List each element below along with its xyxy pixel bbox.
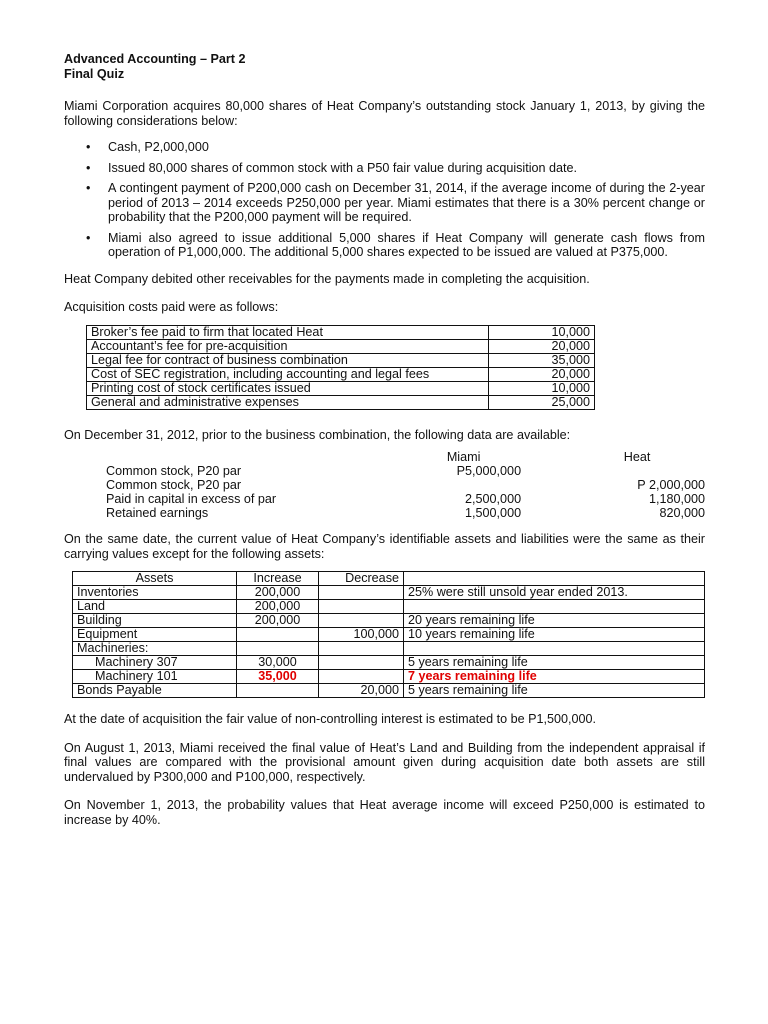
acquisition-costs-table — [86, 325, 595, 410]
list-item: • Issued 80,000 shares of common stock with a P50 fair value during acquisition date. — [86, 160, 578, 175]
table-row: Broker’s fee paid to firm that located Heat 10,000 — [87, 325, 595, 339]
list-item: • A contingent payment of P200,000 cash on December 31, 2014, if the average income of during the 2-year period of 2013 – 2014 exceeds P250,000 per year. Miami estimates that there is a 30% percent change or probability that the P200,000 payment will be required. — [86, 181, 705, 224]
table-row: General and administrative expenses 25,000 — [87, 395, 595, 409]
same-date-paragraph: On the same date, the current value of Heat Company’s identifiable assets and liabilities were the same as their carrying values except for the following assets: — [64, 532, 705, 561]
bullet-icon: • — [86, 160, 91, 175]
table-row-highlighted: Machinery 101 35,000 7 years remaining life — [73, 670, 705, 684]
table-row: Machinery 307 30,000 5 years remaining life — [73, 656, 705, 670]
receivables-paragraph: Heat Company debited other receivables for the payments made in completing the acquisition. — [64, 271, 590, 286]
list-item: • Miami also agreed to issue additional 5,000 shares if Heat Company will generate cash flows from operation of P1,000,000. The additional 5,000 shares expected to be issued are valued at P375,000. — [86, 230, 705, 259]
table-row: Equipment 100,000 10 years remaining life — [73, 628, 705, 642]
nci-paragraph: At the date of acquisition the fair value of non-controlling interest is estimated to be P1,500,000. — [64, 712, 597, 726]
bullet-icon: • — [86, 140, 91, 154]
equity-table — [106, 450, 705, 520]
table-row: Cost of SEC registration, including accounting and legal fees 20,000 — [87, 367, 595, 381]
considerations-list — [64, 140, 705, 260]
costs-intro-paragraph: Acquisition costs paid were as follows: — [64, 300, 279, 314]
list-item: • Cash, P2,000,000 — [86, 140, 209, 154]
dec31-paragraph: On December 31, 2012, prior to the business combination, the following data are available: — [64, 427, 571, 442]
document-page — [64, 52, 705, 827]
table-row: Retained earnings 1,500,000 820,000 — [106, 506, 705, 520]
highlighted-increase: 35,000 — [237, 670, 319, 684]
table-row: Building 200,000 20 years remaining life — [73, 614, 705, 628]
table-row: Printing cost of stock certificates issued 10,000 — [87, 381, 595, 395]
table-header-row — [106, 450, 705, 464]
header-miami: Miami — [446, 450, 481, 464]
table-row: Land 200,000 — [73, 600, 705, 614]
table-row: Paid in capital in excess of par 2,500,000 1,180,000 — [106, 492, 705, 506]
table-row: Legal fee for contract of business combination 35,000 — [87, 353, 595, 367]
highlighted-note: 7 years remaining life — [404, 670, 705, 684]
bullet-icon: • — [86, 181, 91, 195]
bullet-icon: • — [86, 230, 91, 245]
table-row: Machineries: — [73, 642, 705, 656]
table-row: Inventories 200,000 25% were still unsold year ended 2013. — [73, 586, 705, 600]
document-title: Advanced Accounting – Part 2 — [64, 52, 246, 66]
table-row: Bonds Payable 20,000 5 years remaining life — [73, 684, 705, 698]
document-subtitle: Final Quiz — [64, 66, 125, 81]
aug1-paragraph: On August 1, 2013, Miami received the final value of Heat’s Land and Building from the independent appraisal if final values are compared with the provisional amount given during acquisition date both assets are still undervalued by P300,000 and P100,000, respectively. — [64, 740, 705, 784]
asset-adjustments-table — [72, 571, 705, 698]
table-row: Accountant’s fee for pre-acquisition 20,000 — [87, 339, 595, 353]
table-row: Common stock, P20 par P 2,000,000 — [106, 478, 705, 492]
header-heat: Heat — [623, 450, 651, 464]
intro-paragraph: Miami Corporation acquires 80,000 shares of Heat Company’s outstanding stock January 1, 2013, by giving the following considerations below: — [64, 99, 705, 128]
nov1-paragraph: On November 1, 2013, the probability values that Heat average income will exceed P250,000 is estimated to increase by 40%. — [64, 798, 705, 827]
table-header-row: Assets Increase Decrease — [73, 572, 705, 586]
table-row: Common stock, P20 par P5,000,000 — [106, 464, 522, 478]
